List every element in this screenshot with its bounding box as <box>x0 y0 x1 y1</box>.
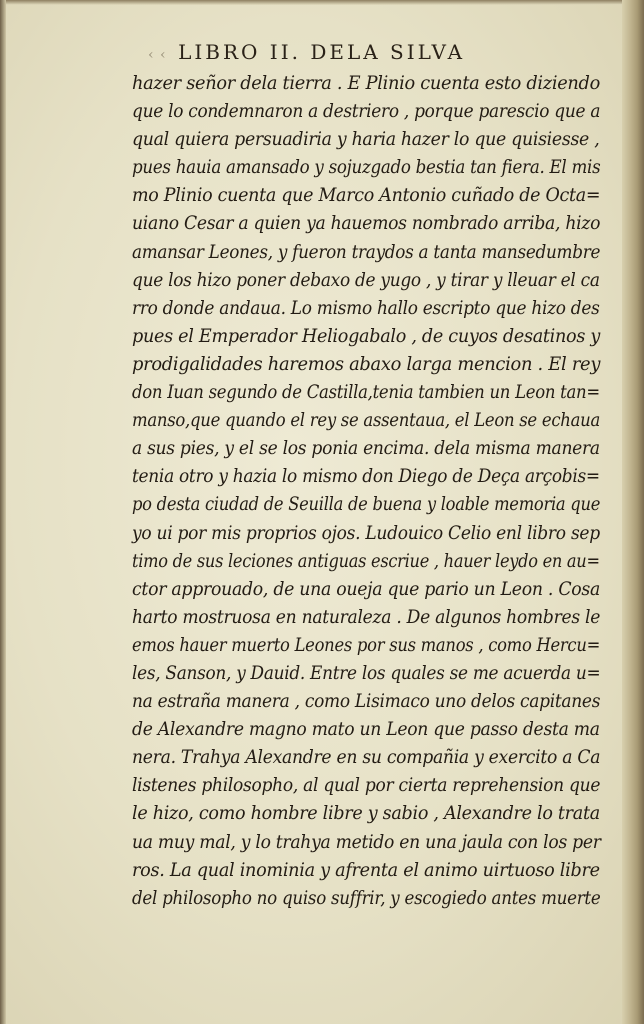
body-text <box>132 70 600 913</box>
running-head <box>148 40 548 64</box>
text-line: ros. La qual inominia y afrenta el animo uirtuoso libre <box>132 859 600 881</box>
page-fore-edge <box>622 0 644 1024</box>
text-line: prodigalidades haremos abaxo larga mencion . El rey <box>132 353 601 375</box>
text-line: rro donde andaua. Lo mismo hallo escripto que hizo des <box>132 297 600 319</box>
text-line: qual quiera persuadiria y haria hazer lo que quisiesse , <box>132 129 600 151</box>
text-line: nera. Trahya Alexandre en su compañia y exercito a Ca <box>132 747 601 769</box>
text-line: yo ui por mis proprios ojos. Ludouico Celio enl libro sep <box>132 522 600 544</box>
text-line: pues el Emperador Heliogabalo , de cuyos desatinos y <box>132 325 601 347</box>
text-line: pues hauia amansado y sojuzgado bestia tan fiera. El mis <box>132 157 601 179</box>
text-line: harto mostruosa en naturaleza . De algunos hombres le <box>132 606 601 628</box>
text-line: le hizo, como hombre libre y sabio , Alexandre lo trata <box>132 803 600 825</box>
text-line: timo de sus leciones antiguas escriue , hauer leydo en au= <box>132 550 600 572</box>
text-line: ctor approuado, de una oueja que pario un Leon . Cosa <box>132 578 601 600</box>
text-line: po desta ciudad de Seuilla de buena y loable memoria que <box>132 494 601 516</box>
text-line: uiano Cesar a quien ya hauemos nombrado arriba, hizo <box>132 213 601 235</box>
page-top-edge <box>0 0 644 5</box>
text-line: hazer señor dela tierra . E Plinio cuenta esto diziendo <box>132 73 600 94</box>
running-head-mark: ‹ ‹ <box>148 47 173 63</box>
text-line: ua muy mal, y lo trahya metido en una jaula con los per <box>132 831 601 853</box>
page-gutter-edge <box>0 0 6 1024</box>
text-line: que los hizo poner debaxo de yugo , y tirar y lleuar el ca <box>132 269 600 291</box>
text-line: que lo condemnaron a destriero , porque parescio que a <box>132 101 601 123</box>
text-line: amansar Leones, y fueron traydos a tanta mansedumbre <box>132 241 601 263</box>
text-line: a sus pies, y el se los ponia encima. dela misma manera <box>132 438 600 460</box>
text-line: na estraña manera , como Lisimaco uno delos capitanes <box>132 691 601 713</box>
text-line: mo Plinio cuenta que Marco Antonio cuñado de Octa= <box>132 185 601 207</box>
text-line: don Iuan segundo de Castilla,tenia tambien un Leon tan= <box>132 382 600 404</box>
text-line: emos hauer muerto Leones por sus manos , como Hercu= <box>132 634 601 656</box>
text-line: de Alexandre magno mato un Leon que passo desta ma <box>132 719 600 741</box>
text-line: tenia otro y hazia lo mismo don Diego de Deça arçobis= <box>132 466 600 488</box>
text-line: manso,que quando el rey se assentaua, el Leon se echaua <box>132 410 601 432</box>
text-line: listenes philosopho, al qual por cierta reprehension que <box>132 775 601 797</box>
running-head-title: LIBRO II. DELA SILVA <box>178 40 466 64</box>
text-line: del philosopho no quiso suffrir, y escogiedo antes muerte <box>132 887 601 909</box>
text-line: les, Sanson, y Dauid. Entre los quales se me acuerda u= <box>132 662 601 684</box>
